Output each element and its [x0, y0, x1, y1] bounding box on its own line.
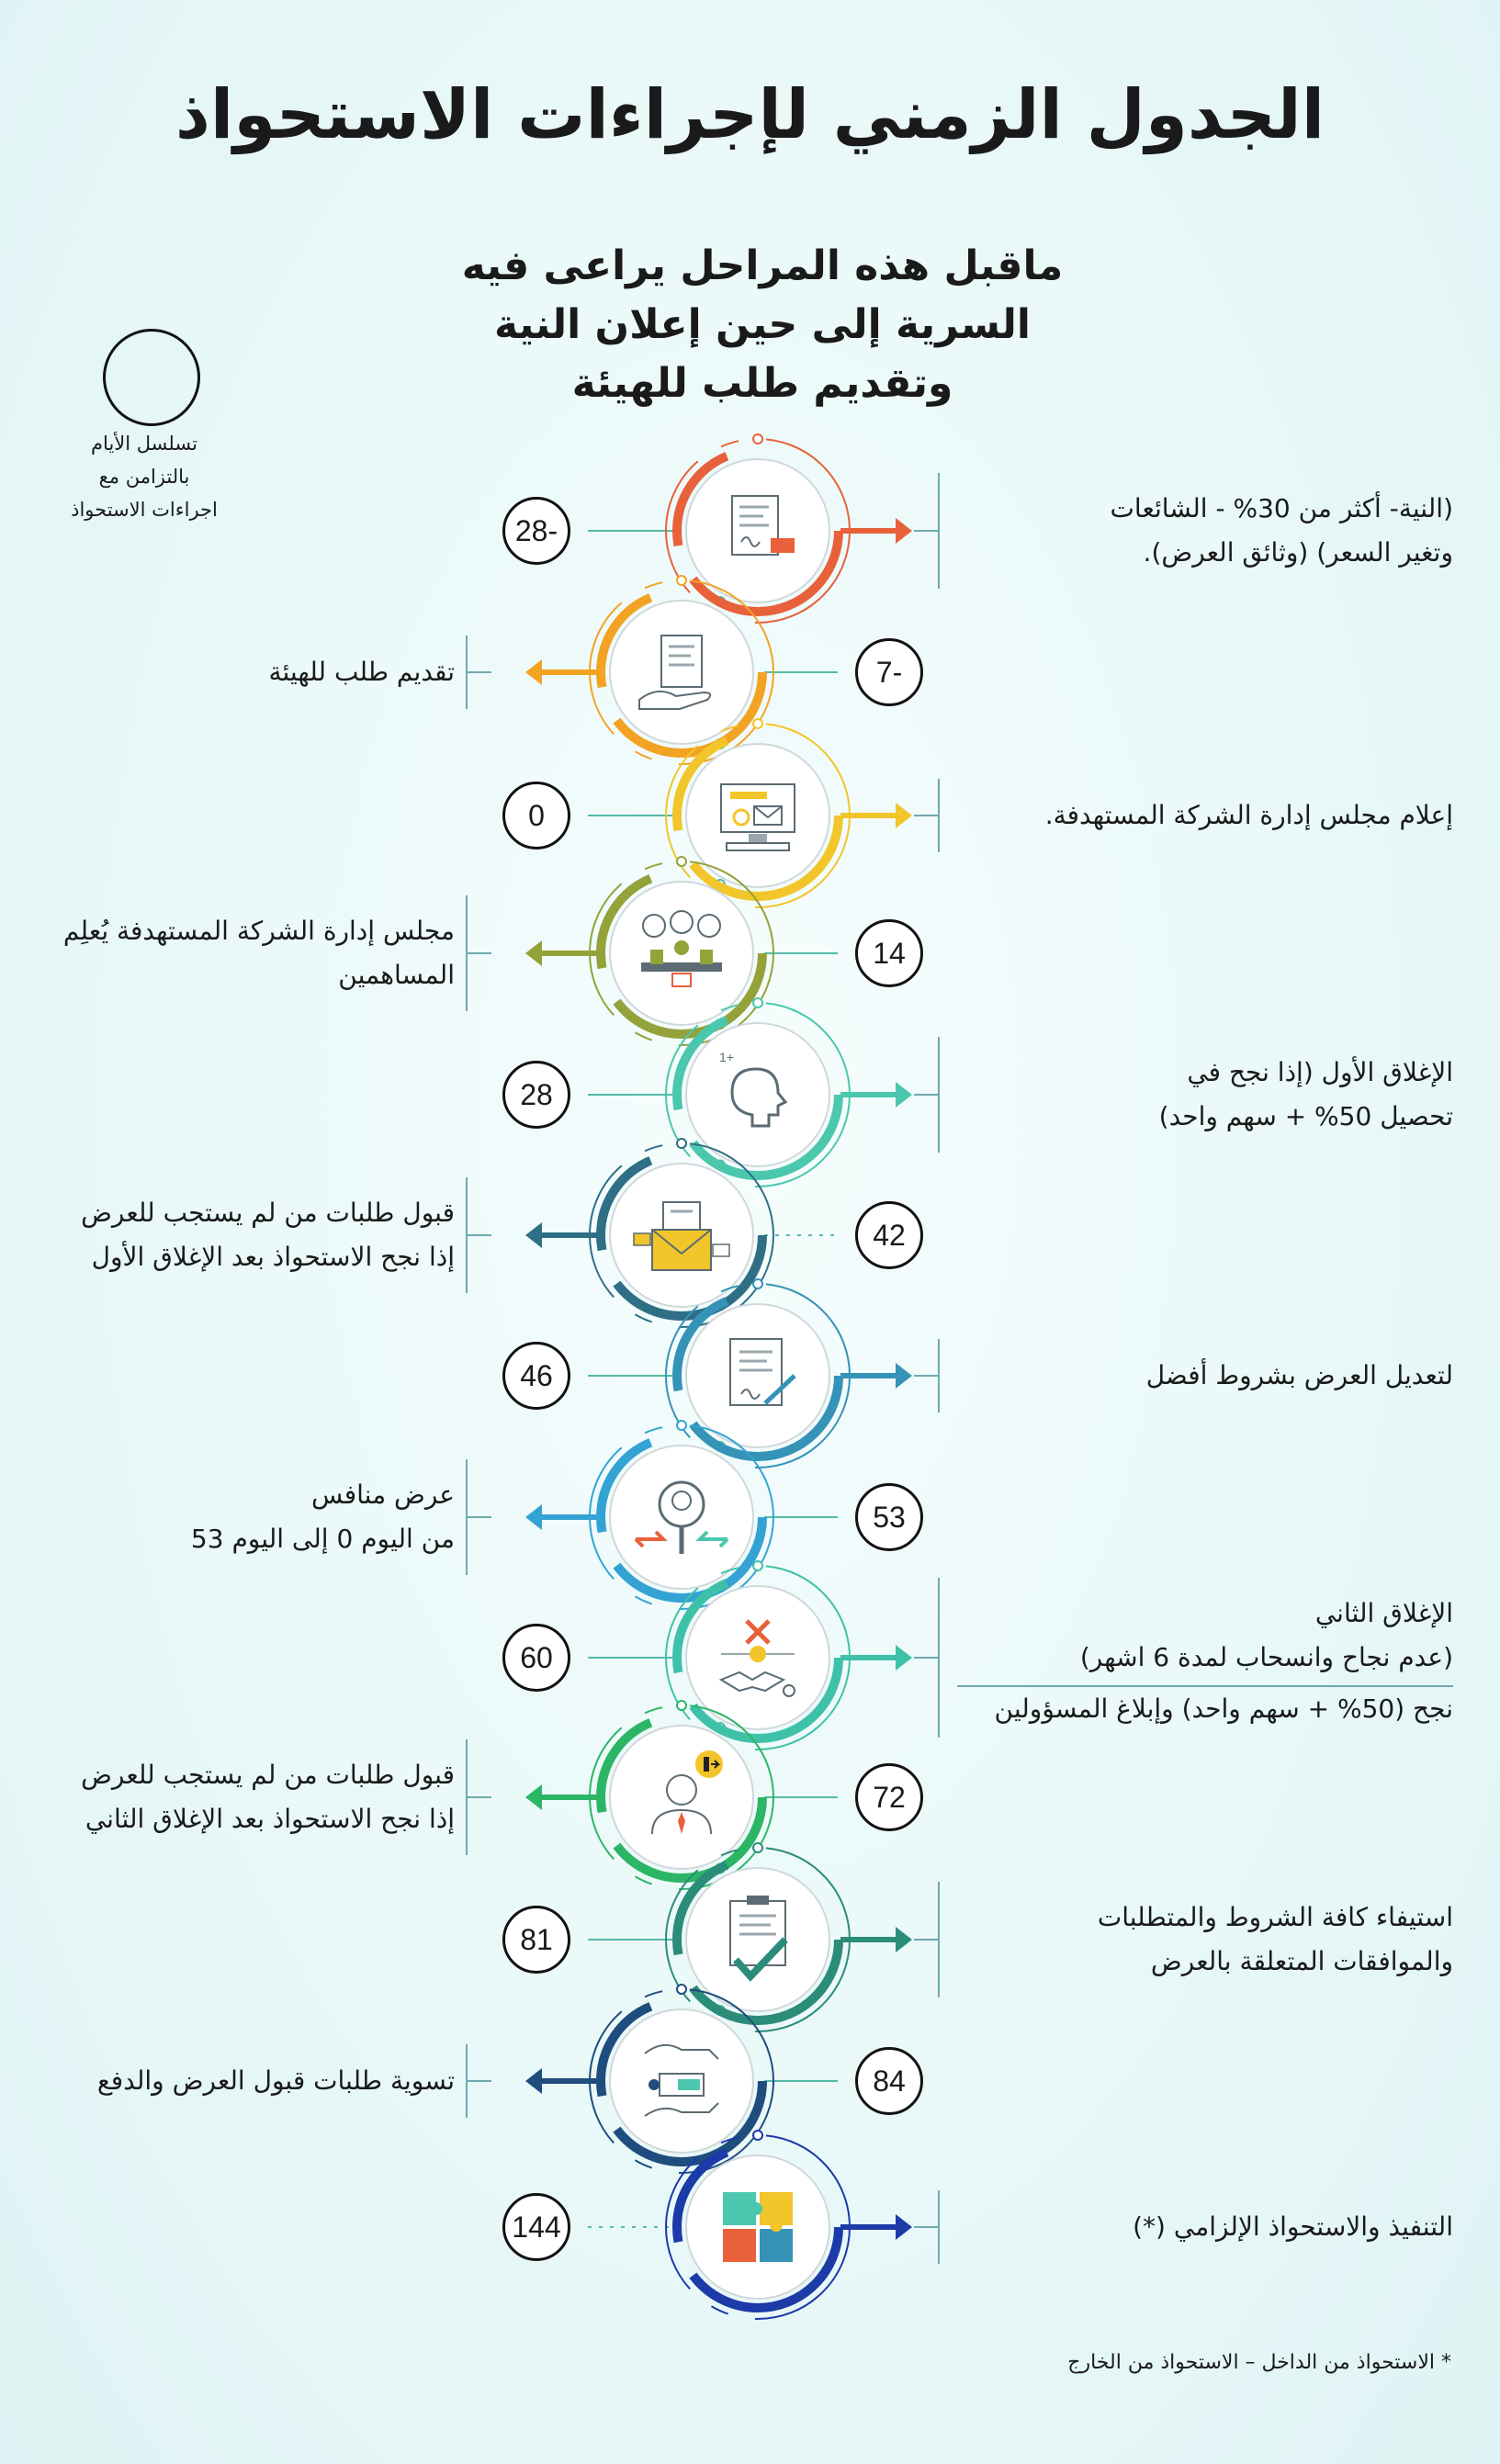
- stage-label: [957, 2205, 1453, 2249]
- arrow-head-icon: [525, 1222, 542, 1248]
- stage-label: [957, 1592, 1453, 1731]
- footnote: * الاستحواذ من الداخل – الاستحواذ من الخارج: [1067, 2351, 1451, 2374]
- stage-label: [957, 487, 1453, 575]
- stage-label-line: لتعديل العرض بشروط أفضل: [1145, 1360, 1453, 1390]
- day-badge: 53: [855, 1483, 923, 1551]
- arrow-head-icon: [896, 803, 912, 828]
- stage-label-line: تحصيل 50% + سهم واحد): [1158, 1101, 1453, 1131]
- day-badge: 7-: [855, 638, 923, 706]
- stage-label-line: استيفاء كافة الشروط والمتطلبات: [1097, 1902, 1453, 1932]
- day-badge: 14: [855, 919, 923, 987]
- day-badge: 81: [502, 1906, 570, 1974]
- stage-label: [957, 793, 1453, 838]
- arrow-head-icon: [896, 1363, 912, 1389]
- legend-line: اجراءات الاستحواذ: [71, 499, 218, 521]
- legend-line: تسلسل الأيام: [91, 433, 197, 455]
- day-badge: 72: [855, 1763, 923, 1831]
- stage-label-line: مجلس إدارة الشركة المستهدفة يُعلِم: [62, 916, 455, 946]
- stage-label: [957, 1051, 1453, 1139]
- arrow-head-icon: [525, 1504, 542, 1530]
- stage-label-line: (عدم نجاح وانسحاب لمدة 6 اشهر): [1079, 1642, 1453, 1672]
- stage-label-line: نجح (50% + سهم واحد) وإبلاغ المسؤولين: [957, 1685, 1453, 1731]
- checklist-icon: [730, 1896, 785, 1976]
- stage-label-line: قبول طلبات من لم يستجب للعرض: [81, 1760, 455, 1790]
- stage-label-line: من اليوم 0 إلى اليوم 53: [190, 1524, 455, 1554]
- arrow-head-icon: [896, 1082, 912, 1108]
- stage-label: [23, 1191, 455, 1279]
- stage-label-line: تسوية طلبات قبول العرض والدفع: [96, 2065, 455, 2096]
- subtitle-line: السرية إلى حين إعلان النية: [494, 301, 1031, 348]
- stage-label: [957, 1896, 1453, 1984]
- legend-line: بالتزامن مع: [98, 466, 190, 488]
- day-badge: 28: [502, 1061, 570, 1129]
- stage-label: [23, 1753, 455, 1841]
- stage-ring: [657, 2126, 859, 2328]
- day-badge: 84: [855, 2047, 923, 2115]
- stage-label-line: الإغلاق الأول (إذا نجح في: [1187, 1057, 1453, 1087]
- stage-label: [23, 909, 455, 997]
- arrow-head-icon: [525, 659, 542, 685]
- stage-label-line: عرض منافس: [311, 1480, 455, 1510]
- day-badge: 46: [502, 1342, 570, 1410]
- arrow-head-icon: [525, 940, 542, 966]
- stage-label: [957, 1354, 1453, 1398]
- stage-label-line: إعلام مجلس إدارة الشركة المستهدفة.: [1044, 800, 1453, 830]
- stage-label: [23, 650, 455, 694]
- day-badge: 60: [502, 1624, 570, 1692]
- stage-label-line: الإغلاق الثاني: [1314, 1598, 1453, 1628]
- stage-label-line: التنفيذ والاستحواذ الإلزامي (*): [1133, 2211, 1453, 2242]
- stage-label-line: قبول طلبات من لم يستجب للعرض: [81, 1198, 455, 1228]
- day-badge: 28-: [502, 497, 570, 565]
- stage-label-line: المساهمين: [338, 960, 455, 990]
- stage-label-line: (النية- أكثر من 30% - الشائعات: [1110, 493, 1453, 523]
- day-badge: 144: [502, 2193, 570, 2261]
- subtitle-line: وتقديم طلب للهيئة: [571, 360, 953, 407]
- arrow-head-icon: [896, 1927, 912, 1952]
- stage-label-line: إذا نجح الاستحواذ بعد الإغلاق الثاني: [85, 1804, 455, 1834]
- stage-label: [23, 2059, 455, 2103]
- puzzle-stage: [657, 2126, 859, 2328]
- svg-text:+1: +1: [719, 1050, 734, 1064]
- stage-label: [23, 1473, 455, 1561]
- arrow-head-icon: [896, 2214, 912, 2240]
- day-badge: 42: [855, 1201, 923, 1269]
- arrow-head-icon: [896, 518, 912, 544]
- day-badge: 0: [502, 782, 570, 849]
- stage-label-line: إذا نجح الاستحواذ بعد الإغلاق الأول: [91, 1242, 455, 1272]
- arrow-head-icon: [525, 1784, 542, 1810]
- subtitle-line: ماقبل هذه المراحل يراعى فيه: [461, 242, 1064, 289]
- page-title: الجدول الزمني لإجراءات الاستحواذ: [175, 75, 1325, 154]
- stage-label-line: وتغير السعر) (وثائق العرض).: [1143, 537, 1453, 568]
- arrow-head-icon: [525, 2068, 542, 2094]
- stage-label-line: والموافقات المتعلقة بالعرض: [1150, 1946, 1453, 1976]
- arrow-head-icon: [896, 1645, 912, 1671]
- stage-label-line: تقديم طلب للهيئة: [268, 657, 455, 687]
